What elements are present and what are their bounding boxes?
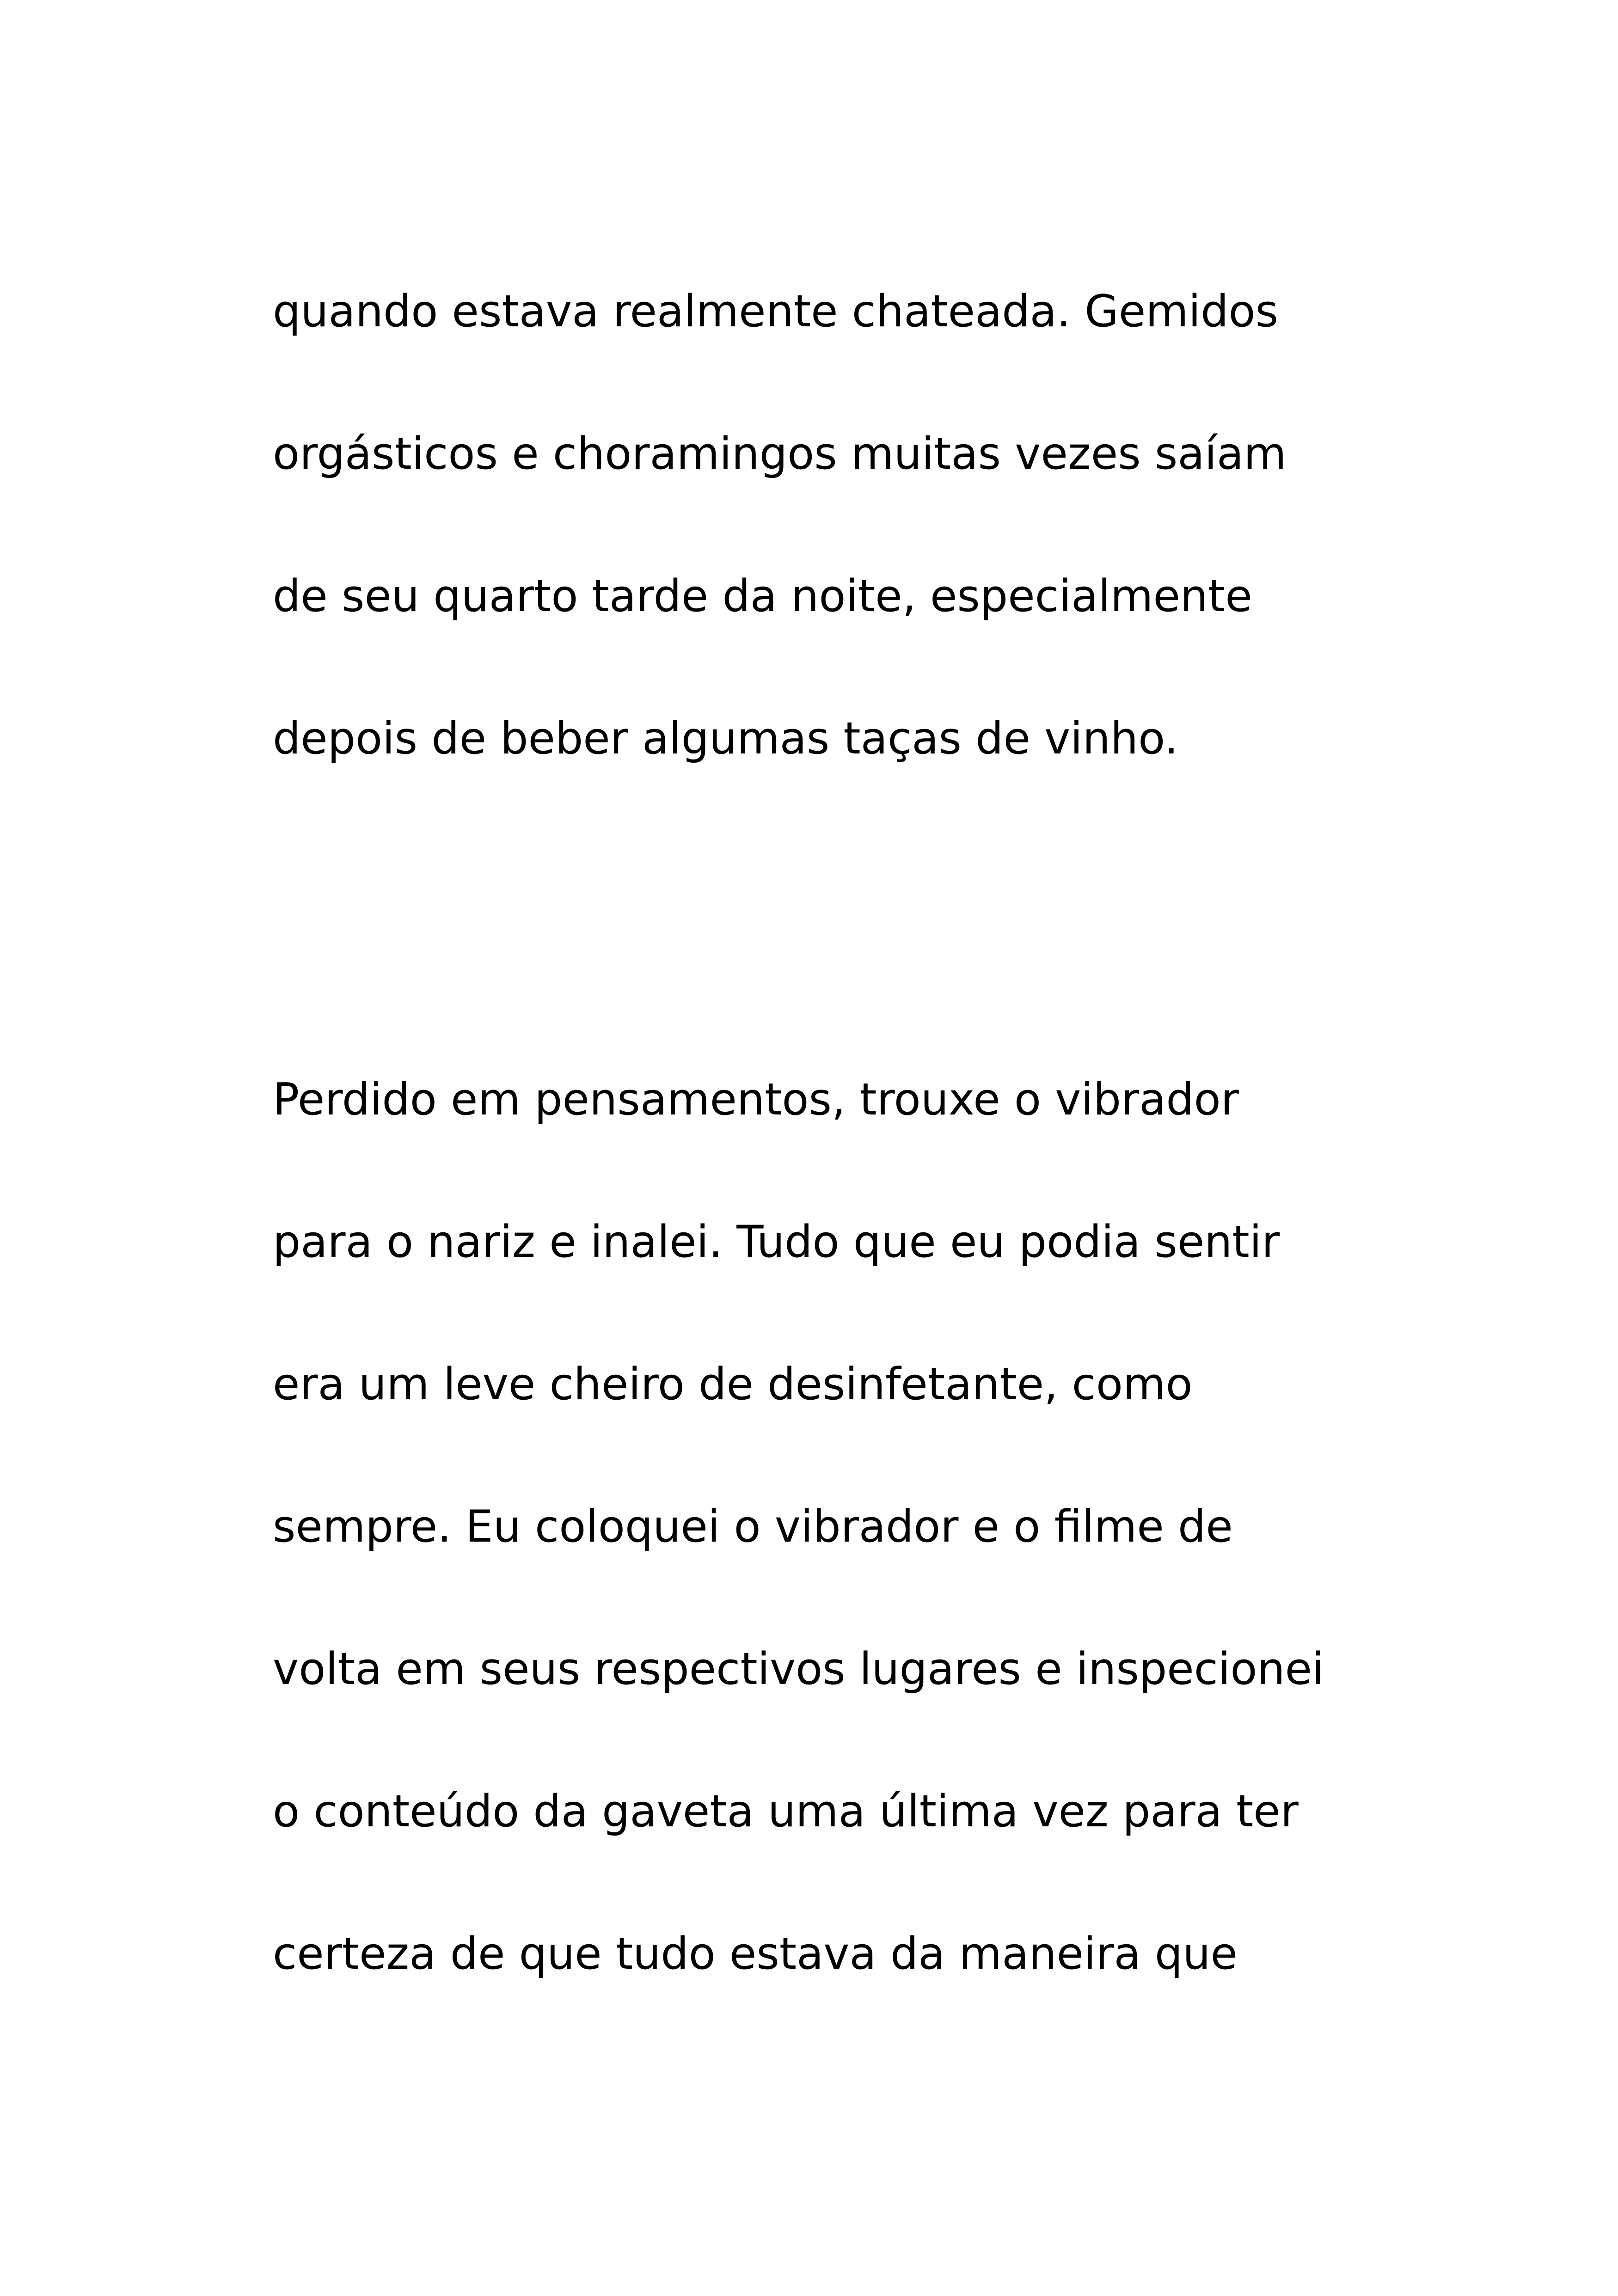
text-line: o conteúdo da gaveta uma última vez para ter xyxy=(273,1786,1299,1837)
text-line: volta em seus respectivos lugares e inspecionei xyxy=(273,1644,1324,1695)
paragraph-1 xyxy=(273,240,1475,810)
text-line: certeza de que tudo estava da maneira que xyxy=(273,1929,1238,1979)
text-line: de seu quarto tarde da noite, especialmente xyxy=(273,571,1252,622)
text-line: era um leve cheiro de desinfetante, como xyxy=(273,1359,1193,1410)
text-line: orgásticos e choramingos muitas vezes saíam xyxy=(273,429,1287,479)
text-line: sempre. Eu coloquei o vibrador e o filme de xyxy=(273,1501,1233,1552)
text-line: depois de beber algumas taças de vinho. xyxy=(273,713,1178,764)
text-line: Perdido em pensamentos, trouxe o vibrador xyxy=(273,1074,1239,1125)
text-line: para o nariz e inalei. Tudo que eu podia sentir xyxy=(273,1217,1280,1267)
paragraph-2 xyxy=(273,1029,1475,2025)
text-line: quando estava realmente chateada. Gemidos xyxy=(273,286,1279,337)
